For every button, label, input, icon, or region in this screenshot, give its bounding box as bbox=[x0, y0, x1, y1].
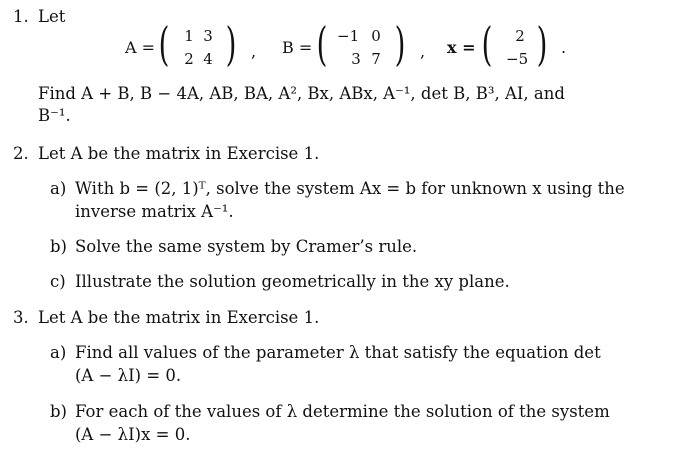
matrix-b-cell: 0 bbox=[371, 27, 381, 45]
matrix-b-cell: 7 bbox=[371, 50, 381, 68]
exercise-2-part-a-line-1: With b = (2, 1)ᵀ, solve the system Ax = b for unknown x using the bbox=[75, 179, 625, 198]
matrix-b-label: B = bbox=[282, 38, 313, 57]
exercise-2-part-a-label: a) bbox=[50, 179, 67, 198]
exercise-3-number: 3. bbox=[13, 308, 29, 327]
separator-comma: , bbox=[251, 42, 257, 61]
exercise-3-part-a-line-2: (A − λI) = 0. bbox=[75, 366, 182, 385]
vector-x-label: x = bbox=[447, 38, 476, 57]
matrix-a-cell: 1 bbox=[184, 27, 194, 45]
matrix-a-cell: 4 bbox=[203, 50, 213, 68]
left-paren: ( bbox=[158, 17, 170, 71]
right-paren: ) bbox=[536, 17, 548, 71]
exercise-3-part-a-line-1: Find all values of the parameter λ that satisfy the equation det bbox=[75, 343, 601, 362]
exercise-2-part-b-line-1: Solve the same system by Cramer’s rule. bbox=[75, 237, 418, 256]
exercise-1-find-line-1: Find A + B, B − 4A, AB, BA, A², Bx, ABx, A⁻¹, det B, B³, AI, and bbox=[38, 84, 565, 103]
exercise-3-part-b-label: b) bbox=[50, 402, 67, 421]
exercise-2-part-c-label: c) bbox=[50, 272, 66, 291]
matrix-a-cell: 3 bbox=[203, 27, 213, 45]
left-paren: ( bbox=[316, 17, 328, 71]
left-paren: ( bbox=[481, 17, 493, 71]
exercise-1-intro: Let bbox=[38, 7, 66, 26]
exercise-3-part-b-line-1: For each of the values of λ determine the solution of the system bbox=[75, 402, 610, 421]
vector-x-cell: −5 bbox=[506, 50, 529, 68]
exercise-2-number: 2. bbox=[13, 144, 29, 163]
matrix-a-label: A = bbox=[125, 38, 156, 57]
exercise-3-part-b-line-2: (A − λI)x = 0. bbox=[75, 425, 191, 444]
right-paren: ) bbox=[225, 17, 237, 71]
exercise-3-part-a-label: a) bbox=[50, 343, 67, 362]
matrix-a-cell: 2 bbox=[184, 50, 194, 68]
separator-comma: , bbox=[420, 42, 426, 61]
exercise-2-part-a-line-2: inverse matrix A⁻¹. bbox=[75, 202, 234, 221]
exercise-2-part-c-line-1: Illustrate the solution geometrically in the xy plane. bbox=[75, 272, 510, 291]
exercise-1-number: 1. bbox=[13, 7, 29, 26]
vector-x-cell: 2 bbox=[515, 27, 525, 45]
matrix-b-cell: 3 bbox=[351, 50, 361, 68]
matrix-b-cell: −1 bbox=[337, 27, 360, 45]
right-paren: ) bbox=[394, 17, 406, 71]
exercise-2-intro: Let A be the matrix in Exercise 1. bbox=[38, 144, 320, 163]
exercise-2-part-b-label: b) bbox=[50, 237, 67, 256]
end-period: . bbox=[561, 38, 567, 57]
exercise-1-find-line-2: B⁻¹. bbox=[38, 106, 71, 125]
exercise-3-intro: Let A be the matrix in Exercise 1. bbox=[38, 308, 320, 327]
